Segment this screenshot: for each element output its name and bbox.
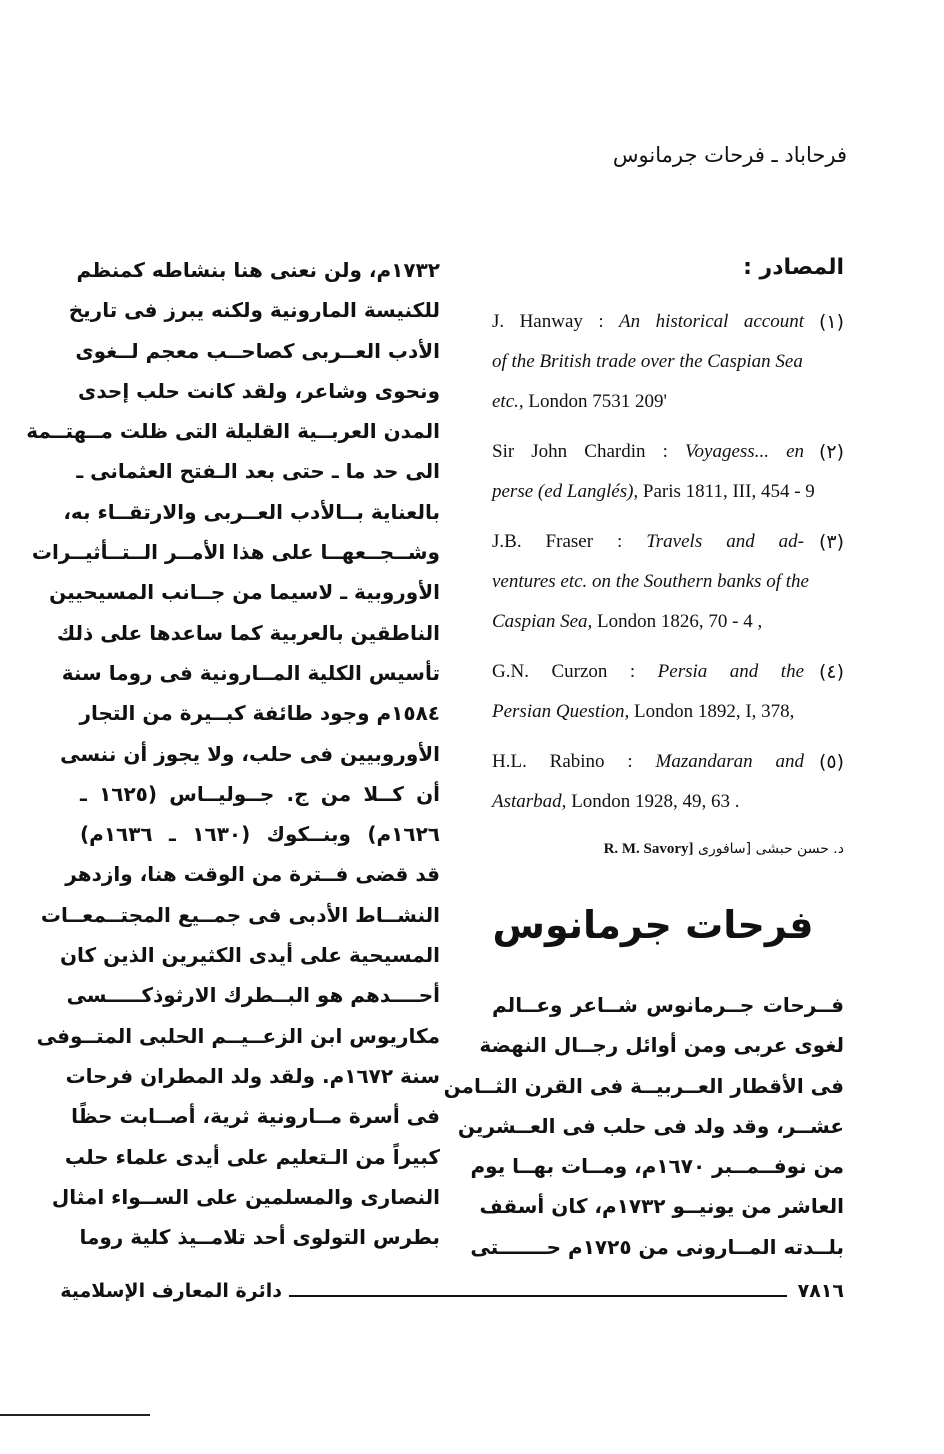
source-line (492, 602, 844, 642)
source-title: Voyagess... en (685, 441, 805, 462)
source-title: Persia and the (657, 661, 804, 682)
source-line (492, 562, 844, 602)
text-line: للكنيسة المارونية ولكنه يبرز فى تاريخ (68, 298, 440, 323)
source-line (492, 742, 844, 782)
text-line: الى حد ما ـ حتى بعد الـفتح العثمانى ـ (76, 459, 440, 484)
source-title: Astarbad, (492, 791, 567, 812)
source-title: Travels and ad- (646, 531, 805, 552)
source-author: Sir John Chardin : (492, 441, 686, 462)
text-line: عشــر، وقد ولد فى حلب فى العــشرين (457, 1113, 844, 1138)
source-number: (٢) (818, 441, 844, 463)
text-line: العاشر من يونيــو ١٧٣٢م، كان أسقف (479, 1194, 844, 1219)
source-entry-2 (492, 432, 844, 512)
source-entry-4 (492, 652, 844, 732)
text-line: ١٧٣٢م، ولن نعنى هنا بنشاطه كمنظم (76, 258, 440, 282)
source-imprint: London 1826, 70 - 4 , (592, 611, 763, 632)
source-line (492, 382, 844, 422)
text-line: ونحوى وشاعر، ولقد كانت حلب إحدى (78, 378, 440, 403)
text-line: الأوروبية ـ لاسيما من جــانب المسيحيين (49, 580, 440, 605)
source-imprint: Paris 1811, III, 454 - 9 (638, 481, 815, 502)
article-author (492, 836, 844, 862)
text-line: النشــاط الأدبى فى جمــيع المجتــمعــات (40, 902, 440, 927)
text-line: النصارى والمسلمين على الســواء امثال (51, 1184, 440, 1209)
text-line: فى الأقطار العــربيــة فى القرن الثــامن (443, 1073, 844, 1098)
left-column (26, 250, 440, 1257)
source-number: (٤) (818, 661, 844, 683)
entry-body (443, 985, 844, 1267)
text-line: الناطقين بالعربية كما ساعدها على ذلك (56, 620, 440, 645)
source-author: J.B. Fraser : (492, 531, 647, 552)
source-line (492, 522, 844, 562)
source-line (492, 302, 844, 342)
text-line: أن كــلا من ج. جــوليــاس (١٦٢٥ ـ (80, 781, 440, 806)
source-imprint: London 7531 209' (523, 391, 667, 412)
source-title: etc., (492, 391, 524, 412)
text-line: وشــجــعهــا على هذا الأمــر الــتــأثيــرات (31, 540, 440, 565)
source-line (492, 652, 844, 692)
text-line: ١٦٢٦م) وبنــكوك (١٦٣٠ ـ ١٦٣٦م) (80, 822, 440, 847)
source-line (492, 692, 844, 732)
source-entry-3 (492, 522, 844, 642)
text-line: الأدب العــربى كصاحــب معجم لــغوى (75, 338, 440, 363)
source-title: perse (ed Langlés), (492, 481, 639, 502)
source-title: An historical account (619, 311, 805, 332)
text-line: أحــــدهم هو البــطرك الارثوذكـــــسى (66, 983, 440, 1008)
source-number: (٣) (818, 531, 844, 553)
source-line (492, 782, 844, 822)
text-line: قد قضى فــترة من الوقت هنا، وازدهر (65, 862, 440, 887)
text-line: مكاريوس ابن الزعــيــم الحلبى المتــوفى (36, 1023, 440, 1048)
source-line (492, 432, 844, 472)
footer-rule (289, 1295, 787, 1297)
source-entry-1 (492, 302, 844, 422)
journal-name: دائرة المعارف الإسلامية (60, 1280, 282, 1302)
source-author: J. Hanway : (492, 311, 620, 332)
text-line: الأوروبيين فى حلب، ولا يجوز أن ننسى (60, 741, 440, 766)
text-line: بالعناية بــالأدب العــربى والارتقــاء به، (63, 499, 440, 524)
source-title: ventures etc. on the Southern banks of the (492, 571, 809, 592)
entry-title: فرحات جرمانوس (492, 903, 814, 947)
source-imprint: London 1928, 49, 63 . (566, 791, 740, 812)
text-line: بلــدته المــارونى من ١٧٢٥م حـــــــتى (470, 1234, 844, 1259)
text-line: كبيراً من الـتعليم على أيدى علماء حلب (64, 1144, 440, 1169)
source-title: Persian Question, (492, 701, 630, 722)
author-latin: R. M. Savory] (603, 841, 694, 857)
text-line: سنة ١٦٧٢م. ولقد ولد المطران فرحات (65, 1063, 440, 1088)
source-author: H.L. Rabino : (492, 751, 656, 772)
text-line: تأسيس الكلية المــارونية فى روما سنة (61, 660, 440, 685)
source-title: Caspian Sea, (492, 611, 593, 632)
source-line (492, 342, 844, 382)
text-line: المدن العربــية القليلة التى ظلت مــهتــمة (26, 419, 440, 444)
source-entry-5 (492, 742, 844, 822)
text-line: من نوفــمــبر ١٦٧٠م، ومــات بهــا يوم (470, 1154, 844, 1179)
source-title: of the British trade over the Caspian Sea (492, 351, 803, 372)
page-number: ٧٨١٦ (797, 1280, 844, 1302)
text-line: فى أسرة مــارونية ثرية، أصــابت حظًا (71, 1104, 440, 1129)
text-line: فــرحات جــرمانوس شــاعر وعــالم (492, 993, 844, 1017)
text-line: بطرس التولوى أحد تلامــيذ كلية روما (79, 1225, 440, 1250)
text-line: ١٥٨٤م وجود طائفة كبــيرة من التجار (79, 701, 440, 726)
source-line (492, 472, 844, 512)
running-head: فرحاباد ـ فرحات جرمانوس (612, 143, 847, 167)
source-number: (٥) (818, 751, 844, 773)
source-imprint: London 1892, I, 378, (629, 701, 795, 722)
sources-heading: المصادر : (743, 255, 844, 280)
source-number: (١) (818, 311, 844, 333)
text-line: المسيحية على أيدى الكثيرين الذين كان (59, 943, 440, 968)
bottom-rule (0, 1414, 150, 1416)
source-title: Mazandaran and (655, 751, 804, 772)
author-arabic: د. حسن حبشى [سافورى (698, 841, 844, 857)
source-author: G.N. Curzon : (492, 661, 658, 682)
right-column (443, 250, 844, 1267)
text-line: لغوى عربى ومن أوائل رجــال النهضة (479, 1033, 844, 1058)
